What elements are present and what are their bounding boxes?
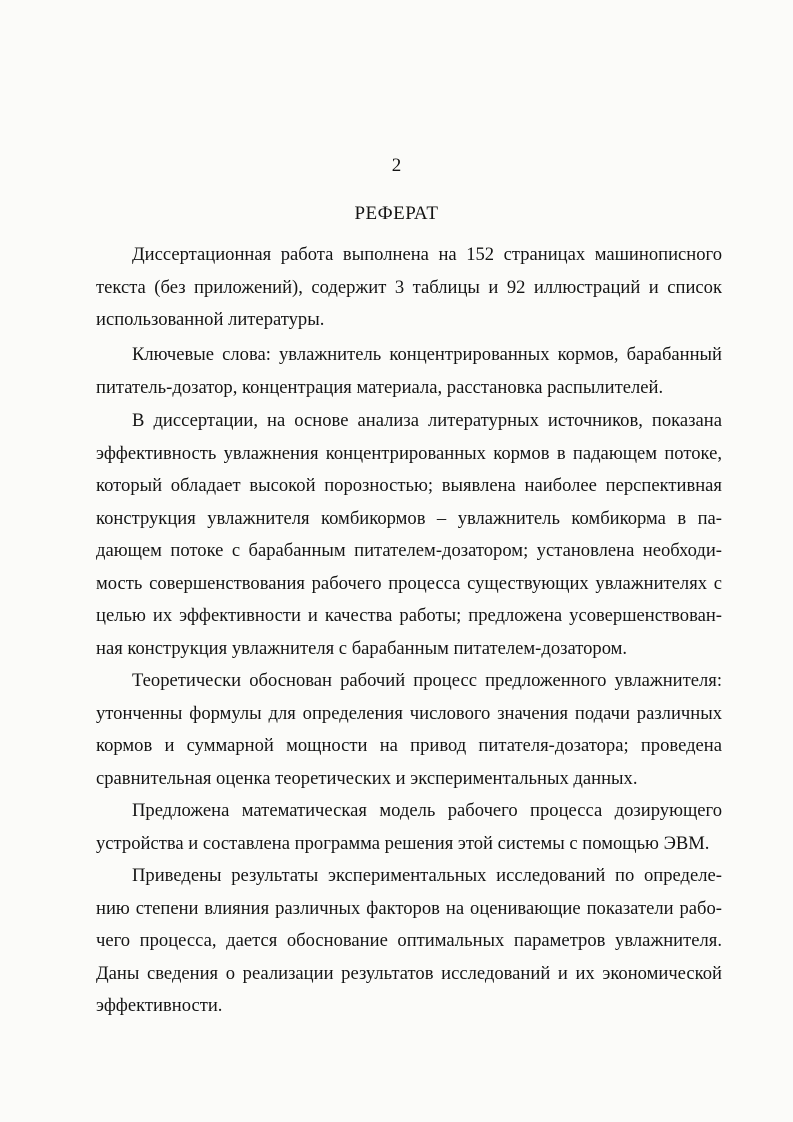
paragraph-line: нию степени влияния различных факторов на оценивающие показатели рабо- [96,897,722,919]
paragraph-line: Даны сведения о реализации результатов исследований и их экономической [96,962,722,984]
paragraph-line: текста (без приложений), содержит 3 таблицы и 92 иллюстраций и список [96,276,722,298]
paragraph-1 [96,239,722,337]
paragraph-line: эффективность увлажнения концентрированных кормов в падающем потоке, [96,442,722,464]
paragraph-line: мость совершенствования рабочего процесса существующих увлажнителях с [96,572,722,594]
paragraph-line: использованной литературы. [96,309,325,330]
paragraph-line: чего процесса, дается обоснование оптимальных параметров увлажнителя. [96,930,722,951]
paragraph-line: Диссертационная работа выполнена на 152 страницах машинописного [132,244,722,265]
paragraph-line: питатель-дозатор, концентрация материала, расстановка распылителей. [96,376,664,398]
paragraph-line: сравнительная оценка теоретических и экспериментальных данных. [96,767,638,789]
paragraph-line: целью их эффективности и качества работы; предложена усовершенствован- [96,605,722,626]
paragraph-line: Ключевые слова: увлажнитель концентрированных кормов, барабанный [132,344,722,365]
paragraph-5 [96,795,722,860]
paragraph-line: ная конструкция увлажнителя с барабанным питателем-дозатором. [96,637,628,659]
paragraph-line: который обладает высокой порозностью; выявлена наиболее перспективная [96,475,722,496]
paragraph-2 [96,339,722,404]
paragraph-line: эффективности. [96,995,223,1016]
document-title: РЕФЕРАТ [354,203,439,224]
paragraph-4 [96,665,722,795]
paragraph-line: В диссертации, на основе анализа литературных источников, показана [132,410,722,431]
paragraph-6 [96,860,722,1023]
paragraph-line: утонченны формулы для определения числового значения подачи различных [96,702,722,724]
paragraph-line: конструкция увлажнителя комбикормов – увлажнитель комбикорма в па- [96,507,722,529]
paragraph-line: кормов и суммарной мощности на привод питателя-дозатора; проведена [96,735,722,756]
paragraph-line: Приведены результаты экспериментальных исследований по определе- [132,865,722,886]
paragraph-3 [96,405,722,665]
page-number: 2 [391,155,402,176]
paragraph-line: Теоретически обоснован рабочий процесс предложенного увлажнителя: [132,670,722,691]
paragraph-line: дающем потоке с барабанным питателем-дозатором; установлена необходи- [96,540,722,561]
paragraph-line: Предложена математическая модель рабочего процесса дозирующего [132,800,722,821]
paragraph-line: устройства и составлена программа решения этой системы с помощью ЭВМ. [96,832,710,854]
